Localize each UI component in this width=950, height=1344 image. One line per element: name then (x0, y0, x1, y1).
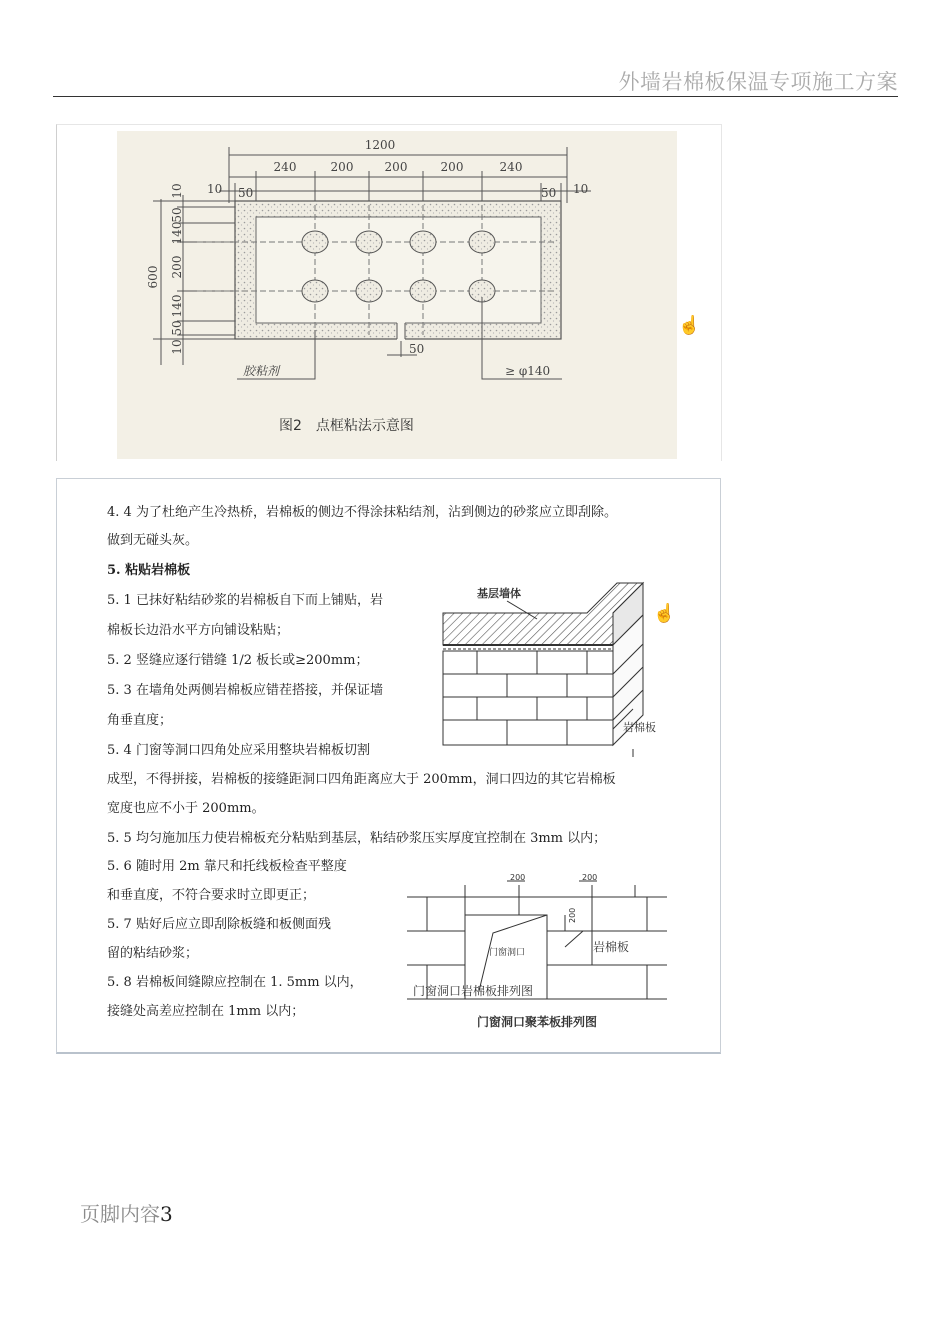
frame-vent-gap (397, 321, 405, 341)
dim-edge-left: 10 (207, 182, 223, 196)
dim-left-200: 200 (510, 873, 526, 882)
text-line-9: 5. 4 门窗等洞口四角处应采用整块岩棉板切割 (107, 743, 370, 758)
dim-seg-2: 200 (330, 160, 354, 174)
dim-edge-right: 10 (573, 182, 589, 196)
text-line-15: 5. 7 贴好后应立即刮除板缝和板侧面残 (107, 917, 331, 932)
dim-left-seg-7: 10 (170, 339, 184, 355)
dim-left-seg-1: 10 (170, 183, 184, 199)
figure3-caption: 门窗洞口聚苯板排列图 (477, 1015, 598, 1029)
text-line-6: 5. 2 竖缝应逐行错缝 1/2 板长或≥200mm； (107, 653, 369, 668)
text-line-16: 留的粘结砂浆； (107, 946, 199, 961)
dim-seg-5: 240 (499, 160, 523, 174)
text-line-4: 5. 1 已抹好粘结砂浆的岩棉板自下而上铺贴，岩 (107, 593, 383, 608)
board-label: 岩棉板 (623, 721, 656, 734)
hand-cursor-icon: ☝ (653, 603, 676, 624)
footer-text: 页脚内容 (80, 1202, 160, 1226)
hand-cursor-icon: ☝ (678, 315, 701, 336)
dim-left-seg-3: 140 (170, 221, 184, 245)
text-line-8: 角垂直度； (107, 713, 173, 728)
text-line-10: 成型，不得拼接，岩棉板的接缝距洞口四角距离应大于 200mm，洞口四边的其它岩棉板 (107, 772, 616, 787)
base-wall-label: 基层墙体 (477, 587, 521, 600)
left-dimension-lines (153, 195, 235, 365)
section-panel (56, 478, 721, 1054)
corner-stagger-diagram (437, 579, 677, 759)
page-footer (80, 1198, 173, 1227)
dim-seg-1: 240 (273, 160, 297, 174)
dim-right-200: 200 (582, 873, 598, 882)
figure1-caption: 图2 点框粘法示意图 (279, 418, 414, 434)
figure-dot-frame-bonding (56, 124, 722, 461)
dim-inner-right: 50 (541, 186, 557, 200)
figure3-subtitle: 门窗洞口岩棉板排列图 (413, 984, 534, 998)
opening-label: 门窗洞口 (489, 948, 526, 958)
dim-total-width: 1200 (364, 138, 396, 152)
text-line-7: 5. 3 在墙角处两侧岩棉板应错茬搭接，并保证墙 (107, 683, 383, 698)
dim-left-seg-4: 200 (170, 255, 184, 279)
dim-left-seg-6: 50 (170, 320, 184, 336)
text-line-14: 和垂直度，不符合要求时立即更正； (107, 888, 316, 903)
dot-diameter-label: ≥ φ140 (505, 364, 551, 378)
adhesive-label: 胶粘剂 (243, 364, 280, 378)
text-line-18: 接缝处高差应控制在 1mm 以内； (107, 1004, 305, 1019)
section-heading: 5. 粘贴岩棉板 (107, 563, 191, 578)
text-line-5: 棉板长边沿水平方向铺设粘贴； (107, 623, 290, 638)
dim-seg-3: 200 (384, 160, 408, 174)
page-number: 3 (160, 1202, 173, 1226)
text-line-2: 做到无碰头灰。 (107, 533, 199, 548)
text-line-13: 5. 6 随时用 2m 靠尺和托线板检查平整度 (107, 859, 347, 874)
board-inner-area (256, 217, 541, 323)
text-line-17: 5. 8 岩棉板间缝隙应控制在 1. 5mm 以内， (107, 975, 363, 990)
dot-frame-diagram (57, 125, 721, 461)
text-line-11: 宽度也应不小于 200mm。 (107, 801, 265, 816)
dim-inner-left: 50 (238, 186, 254, 200)
board-label-2: 岩棉板 (593, 940, 630, 954)
header-divider (53, 96, 898, 97)
dim-side-200: 200 (568, 907, 577, 923)
document-header-title: 外墙岩棉板保温专项施工方案 (618, 70, 898, 94)
text-line-12: 5. 5 均匀施加压力使岩棉板充分粘贴到基层，粘结砂浆压实厚度宜控制在 3mm 以内； (107, 831, 607, 846)
dim-seg-4: 200 (440, 160, 464, 174)
dim-gap: 50 (409, 342, 425, 356)
dim-left-seg-2: 50 (170, 207, 184, 223)
top-dimension-lines (219, 147, 591, 203)
dim-total-height: 600 (146, 265, 160, 289)
text-line-1: 4. 4 为了杜绝产生冷热桥，岩棉板的侧边不得涂抹粘结剂，沾到侧边的砂浆应立即刮除。 (107, 505, 617, 520)
dim-left-seg-5: 140 (170, 294, 184, 318)
opening-layout-diagram (397, 871, 677, 1036)
